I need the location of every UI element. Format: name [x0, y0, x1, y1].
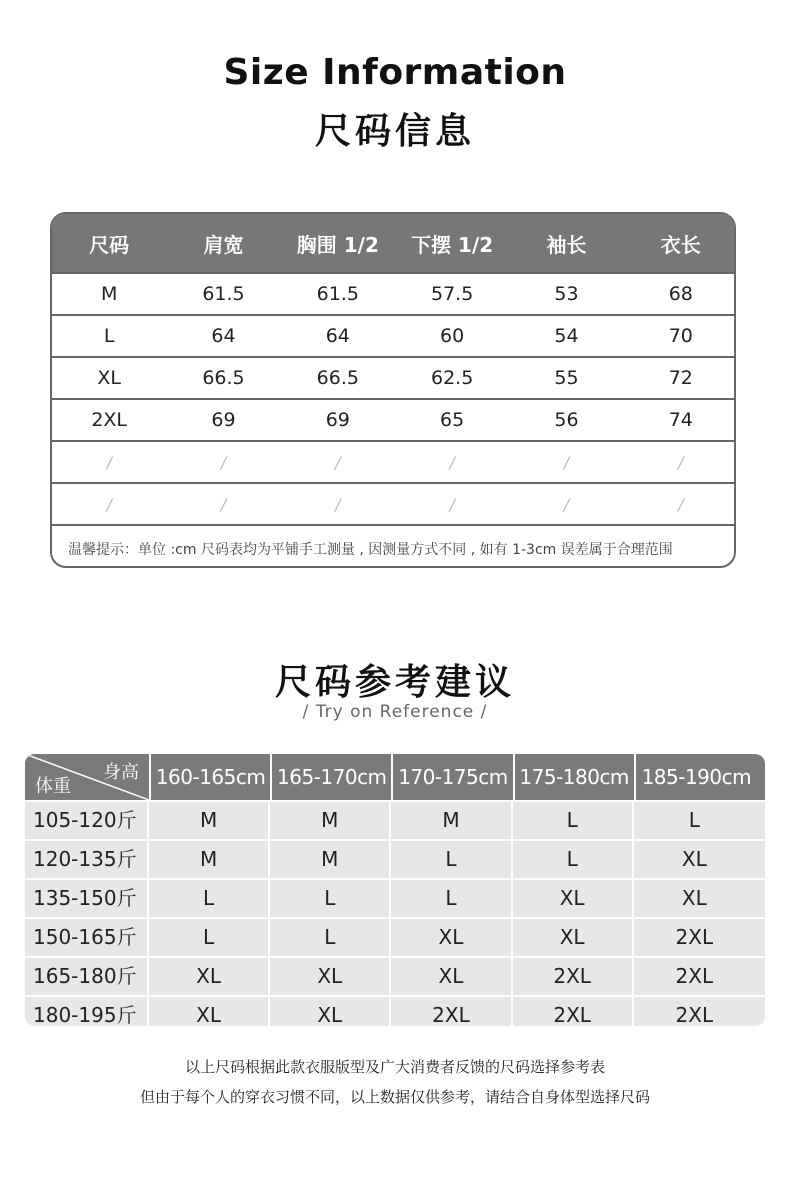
table-cell: 66.5 [316, 367, 359, 389]
table-cell: 66.5 [202, 367, 245, 389]
reference-table [25, 754, 765, 1026]
size-cell: L [513, 841, 634, 878]
table-row-empty [52, 484, 734, 526]
table-cell: / [563, 494, 570, 514]
height-header: 185-190cm [641, 765, 752, 789]
size-cell: XL [149, 958, 270, 995]
table-cell: 68 [668, 283, 693, 305]
reference-row [25, 800, 765, 839]
table-cell: / [678, 452, 684, 472]
table-row [52, 274, 734, 316]
table-cell: M [100, 283, 118, 305]
table-cell: 70 [668, 325, 693, 347]
size-cell: L [149, 919, 270, 956]
size-info-title-cn: 尺码信息 [314, 110, 475, 152]
height-header: 170-175cm [393, 754, 514, 800]
size-table-note: 温馨提示：单位 :cm 尺码表均为平铺手工测量 , 因测量方式不同 , 如有 1-3cm 误差属于合理范围 [68, 542, 673, 558]
size-cell: 2XL [675, 1003, 714, 1026]
size-info-title-en: Size Information [223, 52, 567, 93]
height-header: 165-170cm [272, 754, 393, 800]
header-cell: 尺码 [89, 232, 130, 257]
reference-row [25, 917, 765, 956]
header-cell: 胸围 1/2 [296, 232, 379, 257]
size-cell: L [270, 880, 391, 917]
size-cell: L [270, 919, 391, 956]
table-cell: 55 [554, 367, 579, 389]
table-cell: 69 [325, 409, 350, 431]
corner-cell [25, 754, 151, 800]
height-axis-label: 身高 [103, 762, 139, 783]
table-cell: L [103, 325, 115, 347]
size-cell: L [688, 808, 700, 832]
size-cell: 2XL [513, 958, 634, 995]
table-cell: / [106, 494, 112, 514]
weight-label: 135-150斤 [25, 880, 149, 917]
size-cell: XL [270, 958, 391, 995]
size-cell: XL [391, 958, 512, 995]
size-cell: 2XL [513, 997, 634, 1026]
header-cell: 衣长 [660, 232, 701, 257]
size-table [50, 212, 736, 568]
size-cell: 2XL [675, 964, 714, 988]
table-cell: 57.5 [430, 283, 474, 305]
table-row [52, 358, 734, 400]
reference-subtitle: / Try on Reference / [302, 702, 488, 722]
size-cell: XL [681, 886, 707, 910]
table-cell: / [335, 452, 341, 472]
table-cell: 69 [211, 409, 236, 431]
height-header: 160-165cm [151, 754, 272, 800]
reference-row [25, 995, 765, 1026]
table-cell: 61.5 [202, 283, 245, 305]
header-cell: 袖长 [546, 232, 587, 257]
table-cell: 60 [440, 325, 465, 347]
weight-label: 165-180斤 [25, 958, 149, 995]
weight-label: 105-120斤 [25, 802, 149, 839]
size-cell: M [270, 802, 391, 839]
size-cell: L [513, 802, 634, 839]
table-cell: / [563, 452, 570, 472]
size-cell: L [149, 880, 270, 917]
header-cell: 肩宽 [203, 232, 244, 257]
table-cell: / [449, 494, 455, 514]
size-cell: M [149, 802, 270, 839]
table-cell: / [220, 494, 227, 514]
size-cell: XL [270, 997, 391, 1026]
table-row-empty [52, 442, 734, 484]
table-row [52, 316, 734, 358]
table-cell: / [220, 452, 227, 472]
footer-note-2: 但由于每个人的穿衣习惯不同，以上数据仅供参考，请结合自身体型选择尺码 [139, 1088, 650, 1106]
table-cell: 72 [668, 367, 693, 389]
table-cell: / [106, 452, 112, 472]
size-cell: M [270, 841, 391, 878]
table-row [52, 400, 734, 442]
reference-row [25, 956, 765, 995]
table-cell: 2XL [91, 409, 128, 431]
table-cell: 64 [325, 325, 350, 347]
reference-row [25, 839, 765, 878]
header-cell: 下摆 1/2 [411, 232, 494, 257]
height-header: 175-180cm [515, 754, 636, 800]
size-cell: 2XL [391, 997, 512, 1026]
table-cell: / [335, 494, 341, 514]
size-cell: XL [391, 919, 512, 956]
table-cell: XL [97, 367, 121, 389]
table-cell: / [449, 452, 455, 472]
table-cell: 65 [440, 409, 465, 431]
table-cell: 62.5 [430, 367, 474, 389]
reference-row [25, 878, 765, 917]
size-cell: L [391, 880, 512, 917]
table-cell: / [678, 494, 684, 514]
table-cell: 56 [554, 409, 579, 431]
size-cell: XL [513, 880, 634, 917]
weight-label: 150-165斤 [25, 919, 149, 956]
size-cell: M [149, 841, 270, 878]
table-cell: 54 [554, 325, 579, 347]
table-cell: 64 [211, 325, 236, 347]
reference-title: 尺码参考建议 [274, 661, 515, 703]
weight-label: 180-195斤 [25, 997, 149, 1026]
reference-table-header [25, 754, 765, 800]
size-cell: M [391, 802, 512, 839]
size-cell: XL [681, 847, 707, 871]
weight-label: 120-135斤 [25, 841, 149, 878]
table-cell: 53 [554, 283, 579, 305]
size-cell: L [391, 841, 512, 878]
footer-note-1: 以上尺码根据此款衣服版型及广大消费者反馈的尺码选择参考表 [184, 1058, 605, 1076]
size-cell: XL [149, 997, 270, 1026]
size-table-header [52, 214, 734, 274]
weight-axis-label: 体重 [35, 776, 71, 797]
size-cell: 2XL [675, 925, 714, 949]
table-cell: 74 [668, 409, 693, 431]
size-cell: XL [513, 919, 634, 956]
table-cell: 61.5 [316, 283, 359, 305]
